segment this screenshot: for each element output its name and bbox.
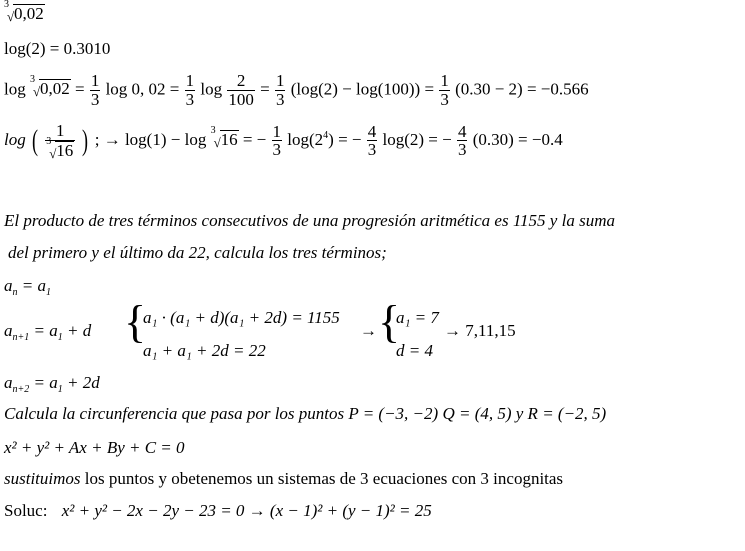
equation-an-plus-2	[4, 374, 100, 395]
denominator: 3	[457, 140, 467, 160]
numerator: 1	[45, 122, 75, 141]
close-paren: )	[82, 123, 89, 157]
root-index: 3	[29, 74, 35, 86]
fraction	[185, 72, 196, 109]
left-brace: {	[378, 296, 401, 347]
numerator: 1	[272, 121, 282, 141]
method-line	[4, 470, 563, 487]
denominator: 100	[228, 89, 254, 109]
var: a	[4, 321, 13, 340]
terms-result: → 7,11,15	[444, 321, 516, 340]
open-paren: (	[31, 123, 38, 157]
fraction	[275, 72, 286, 109]
problem-statement-circle: Calcula la circunferencia que pasa por los puntos P = (−3, −2) Q = (4, 5) y R = (−2, 5)	[4, 404, 607, 423]
equals: =	[74, 79, 85, 99]
system-row-2: a₁ + a₁ + 2d = 22	[143, 341, 266, 360]
fraction	[457, 123, 468, 160]
denominator: 3	[272, 140, 282, 160]
radicand: 16	[56, 140, 74, 160]
radical-sign: √	[49, 146, 57, 162]
log-label: log	[4, 79, 26, 99]
numerator: 1	[440, 71, 449, 90]
expression-part: ) = −	[328, 129, 362, 149]
radical-sign: √	[7, 9, 15, 24]
var: a	[4, 373, 13, 392]
circle-general-equation: x² + y² + Ax + By + C = 0	[4, 438, 185, 457]
radicand: 0,02	[14, 4, 44, 23]
radicand: 0,02	[39, 79, 70, 99]
radical-sign: √	[32, 84, 41, 100]
expression-part: + 2d	[66, 373, 100, 392]
var: a	[4, 276, 13, 295]
problem-statement-line-1: El producto de tres términos consecutivos de una progresión aritmética es 1155 y la suma	[4, 211, 615, 230]
fraction	[367, 123, 378, 160]
numerator: 4	[367, 121, 377, 141]
fraction	[90, 72, 101, 109]
implies-arrow: →	[360, 321, 377, 340]
fraction	[45, 122, 75, 160]
cube-root	[210, 124, 239, 150]
solution-line	[4, 502, 432, 519]
expression-part: log(2	[287, 129, 324, 149]
equals: =	[260, 79, 270, 99]
method-keyword: sustituimos	[4, 469, 81, 488]
log-reciprocal-line	[4, 122, 563, 160]
expression-part: log(2) = −	[382, 129, 452, 149]
var: a	[37, 276, 46, 295]
solution-expression: x² + y² − 2x − 2y − 23 = 0 → (x − 1)² + (y − 1)² = 25	[61, 501, 432, 520]
subscript: 1	[57, 332, 63, 343]
solution-d: d = 4	[396, 341, 433, 360]
solution-a1: a₁ = 7	[396, 308, 439, 327]
expression-part: log	[200, 79, 223, 99]
cube-root	[46, 135, 74, 162]
denominator: 3	[367, 140, 377, 160]
expression-part: + d	[66, 321, 92, 340]
denominator	[45, 135, 75, 162]
root-index: 3	[4, 0, 9, 10]
radical-sign: √	[213, 134, 221, 150]
expression-part: (0.30 − 2) = −0.566	[455, 79, 589, 99]
log-cube-root-line	[4, 72, 589, 109]
subscript: n+1	[12, 332, 30, 343]
expression-part: log 0, 02 =	[105, 79, 180, 99]
equation-an-plus-1	[4, 322, 91, 343]
denominator: 3	[90, 89, 100, 109]
subscript: n+2	[12, 384, 30, 395]
expression-part: (0.30) = −0.4	[472, 129, 563, 149]
numerator: 1	[185, 71, 195, 90]
numerator: 2	[227, 72, 255, 91]
root-index: 3	[46, 135, 52, 147]
problem-statement-line-2: del primero y el último da 22, calcula los tres términos;	[8, 243, 387, 262]
expression-part: = a	[33, 373, 58, 392]
fraction	[272, 123, 283, 160]
expression-part: = −	[242, 129, 267, 149]
expression-part: = a	[33, 321, 58, 340]
equals: =	[21, 276, 34, 295]
exponent: 4	[323, 129, 329, 141]
numerator: 4	[457, 121, 467, 141]
system-row-1: a₁ · (a₁ + d)(a₁ + 2d) = 1155	[143, 308, 340, 327]
expression-part: (log(2) − log(100)) =	[290, 79, 435, 99]
method-text: los puntos y obetenemos un sistemas de 3 ecuaciones con 3 incognitas	[80, 469, 564, 488]
cube-root	[29, 74, 71, 100]
solution-label: Soluc:	[4, 501, 48, 520]
cube-root-expression	[4, 0, 45, 24]
numerator: 1	[90, 71, 100, 90]
fraction	[227, 72, 255, 109]
cube-root	[4, 0, 45, 24]
subscript: 1	[57, 384, 63, 395]
log-label: log	[4, 129, 26, 149]
equation-an	[4, 277, 51, 298]
expression-part: ; → log(1) − log	[94, 129, 207, 149]
radicand: 16	[220, 129, 238, 149]
subscript: 1	[45, 287, 51, 298]
left-brace: {	[124, 296, 147, 347]
log2-value: log(2) = 0.3010	[4, 39, 111, 58]
denominator: 3	[275, 89, 285, 109]
fraction	[439, 72, 450, 109]
root-index: 3	[210, 124, 216, 136]
numerator: 1	[275, 71, 285, 90]
denominator: 3	[440, 89, 449, 109]
subscript: n	[12, 287, 18, 298]
denominator: 3	[185, 89, 195, 109]
